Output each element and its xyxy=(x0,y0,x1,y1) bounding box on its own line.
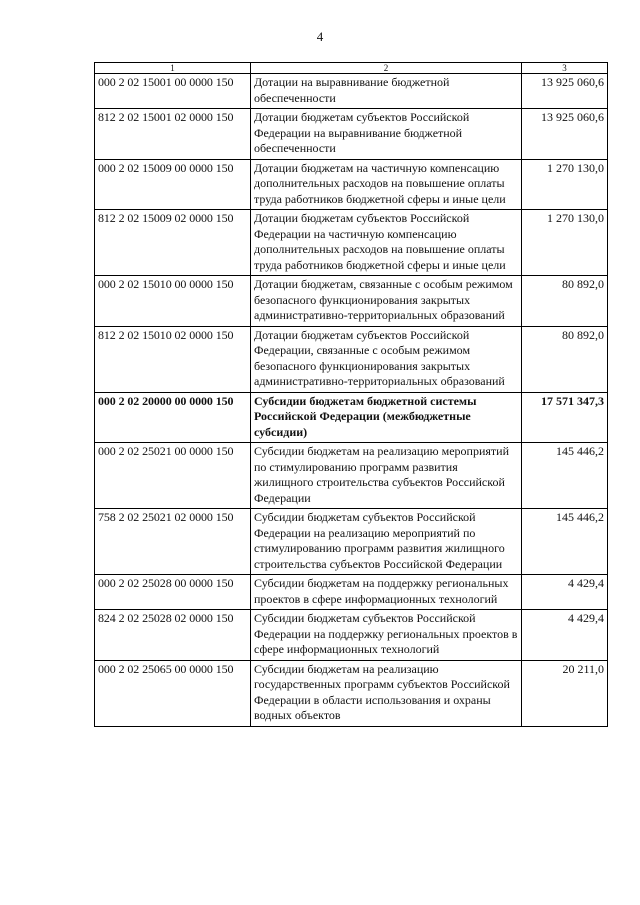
row-code: 824 2 02 25028 02 0000 150 xyxy=(95,610,251,661)
row-name: Дотации бюджетам на частичную компенсацию дополнительных расходов на повышение оплаты труда работников бюджетной сферы и иные цели xyxy=(251,159,522,210)
row-code: 812 2 02 15010 02 0000 150 xyxy=(95,326,251,392)
column-header-name: 2 xyxy=(251,63,522,74)
row-code: 758 2 02 25021 02 0000 150 xyxy=(95,509,251,575)
row-name: Субсидии бюджетам бюджетной системы Российской Федерации (межбюджетные субсидии) xyxy=(251,392,522,443)
table-row xyxy=(95,74,608,109)
row-amount: 20 211,0 xyxy=(522,660,608,726)
row-name: Дотации бюджетам субъектов Российской Федерации на выравнивание бюджетной обеспеченности xyxy=(251,109,522,160)
row-code: 000 2 02 15009 00 0000 150 xyxy=(95,159,251,210)
row-name: Дотации бюджетам, связанные с особым режимом безопасного функционирования закрытых административно-территориальных образований xyxy=(251,276,522,327)
row-name: Субсидии бюджетам субъектов Российской Федерации на реализацию мероприятий по стимулированию программ развития жилищного строительства субъектов Российской Федерации xyxy=(251,509,522,575)
column-header-code: 1 xyxy=(95,63,251,74)
table-row xyxy=(95,509,608,575)
row-code: 000 2 02 15001 00 0000 150 xyxy=(95,74,251,109)
row-code: 812 2 02 15009 02 0000 150 xyxy=(95,210,251,276)
row-amount: 145 446,2 xyxy=(522,443,608,509)
row-name: Дотации бюджетам субъектов Российской Федерации, связанные с особым режимом безопасного функционирования закрытых административно-территориальных образований xyxy=(251,326,522,392)
row-amount: 80 892,0 xyxy=(522,326,608,392)
row-amount: 80 892,0 xyxy=(522,276,608,327)
row-name: Дотации бюджетам субъектов Российской Федерации на частичную компенсацию дополнительных расходов на повышение оплаты труда работников бюджетной сферы и иные цели xyxy=(251,210,522,276)
table-row xyxy=(95,660,608,726)
row-amount: 17 571 347,3 xyxy=(522,392,608,443)
row-code: 000 2 02 25021 00 0000 150 xyxy=(95,443,251,509)
row-amount: 145 446,2 xyxy=(522,509,608,575)
table-row xyxy=(95,210,608,276)
budget-revenue-table xyxy=(94,62,608,727)
table-row xyxy=(95,326,608,392)
row-name: Субсидии бюджетам на реализацию государственных программ субъектов Российской Федерации в области использования и охраны водных объектов xyxy=(251,660,522,726)
table-row xyxy=(95,159,608,210)
table-row xyxy=(95,109,608,160)
row-name: Субсидии бюджетам на реализацию мероприятий по стимулированию программ развития жилищного строительства субъектов Российской Федерации xyxy=(251,443,522,509)
page-number: 4 xyxy=(316,29,324,44)
row-amount: 4 429,4 xyxy=(522,610,608,661)
row-code: 000 2 02 25065 00 0000 150 xyxy=(95,660,251,726)
row-name: Субсидии бюджетам субъектов Российской Федерации на поддержку региональных проектов в сфере информационных технологий xyxy=(251,610,522,661)
row-name: Субсидии бюджетам на поддержку региональных проектов в сфере информационных технологий xyxy=(251,575,522,610)
row-amount: 13 925 060,6 xyxy=(522,109,608,160)
table-row xyxy=(95,443,608,509)
row-amount: 1 270 130,0 xyxy=(522,159,608,210)
row-amount: 1 270 130,0 xyxy=(522,210,608,276)
row-amount: 4 429,4 xyxy=(522,575,608,610)
row-code: 000 2 02 25028 00 0000 150 xyxy=(95,575,251,610)
row-amount: 13 925 060,6 xyxy=(522,74,608,109)
table-row xyxy=(95,610,608,661)
table-row xyxy=(95,276,608,327)
column-header-amount: 3 xyxy=(522,63,608,74)
row-code: 000 2 02 15010 00 0000 150 xyxy=(95,276,251,327)
table-header-row xyxy=(95,63,608,74)
row-name: Дотации на выравнивание бюджетной обеспеченности xyxy=(251,74,522,109)
row-code: 812 2 02 15001 02 0000 150 xyxy=(95,109,251,160)
row-code: 000 2 02 20000 00 0000 150 xyxy=(95,392,251,443)
table-row xyxy=(95,575,608,610)
table-row-subtotal xyxy=(95,392,608,443)
